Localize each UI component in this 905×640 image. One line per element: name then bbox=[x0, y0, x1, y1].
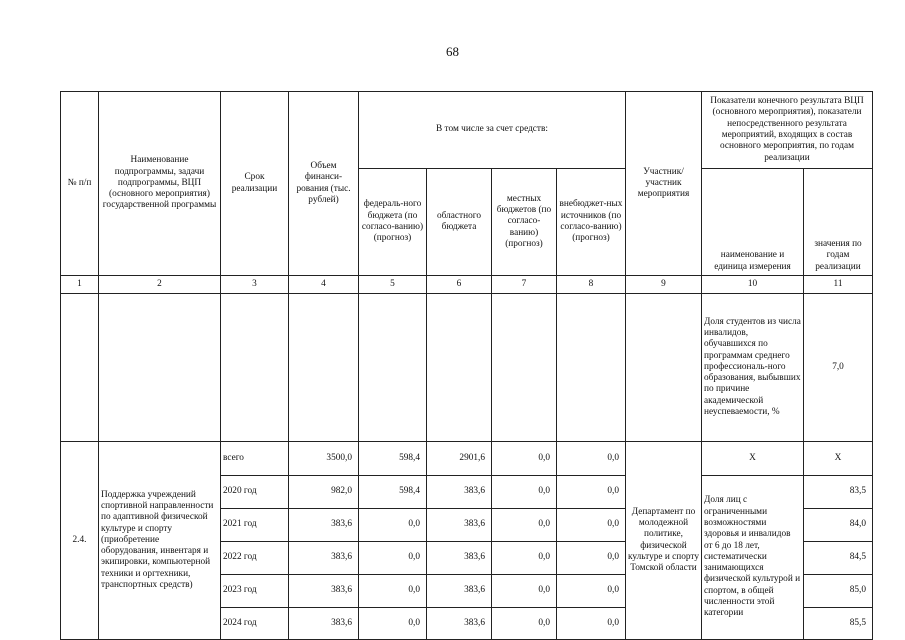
federal-cell: 0,0 bbox=[359, 509, 427, 542]
extrabudget-cell: 0,0 bbox=[557, 575, 626, 608]
period-cell: 2022 год bbox=[221, 542, 289, 575]
table-cell bbox=[626, 294, 702, 442]
local-cell: 0,0 bbox=[492, 442, 557, 476]
table-cell bbox=[99, 294, 221, 442]
header-indicator-values: значения по годам реализации bbox=[804, 169, 873, 276]
period-cell: 2021 год bbox=[221, 509, 289, 542]
header-program-name: Наименование подпрограммы, задачи подпрограммы, ВЦП (основного мероприятия) государственной программы bbox=[99, 92, 221, 276]
federal-cell: 0,0 bbox=[359, 608, 427, 640]
total-cell: 982,0 bbox=[289, 476, 359, 509]
period-cell: 2020 год bbox=[221, 476, 289, 509]
regional-cell: 383,6 bbox=[427, 542, 492, 575]
row-program-name: Поддержка учреждений спортивной направленности по адаптивной физической культуре и спорту (приобретение оборудования, инвентаря и экипировки, компьютерной техники и оргтехники, транспортных средств) bbox=[99, 442, 221, 640]
regional-cell: 383,6 bbox=[427, 509, 492, 542]
header-period: Срок реализации bbox=[221, 92, 289, 276]
extrabudget-cell: 0,0 bbox=[557, 476, 626, 509]
local-cell: 0,0 bbox=[492, 542, 557, 575]
total-cell: 383,6 bbox=[289, 509, 359, 542]
header-local: местных бюджетов (по согласо-ванию) (прогноз) bbox=[492, 169, 557, 276]
extrabudget-cell: 0,0 bbox=[557, 509, 626, 542]
column-number: 4 bbox=[289, 276, 359, 294]
local-cell: 0,0 bbox=[492, 575, 557, 608]
total-cell: 383,6 bbox=[289, 542, 359, 575]
total-cell: 383,6 bbox=[289, 575, 359, 608]
regional-cell: 383,6 bbox=[427, 476, 492, 509]
header-federal: федераль-ного бюджета (по согласо-ванию) (прогноз) bbox=[359, 169, 427, 276]
total-cell: 3500,0 bbox=[289, 442, 359, 476]
column-number: 6 bbox=[427, 276, 492, 294]
row-number: 2.4. bbox=[61, 442, 99, 640]
header-extrabudget: внебюджет-ных источников (по согласо-ванию) (прогноз) bbox=[557, 169, 626, 276]
indicator-value: 85,0 bbox=[804, 575, 873, 608]
column-number: 5 bbox=[359, 276, 427, 294]
federal-cell: 598,4 bbox=[359, 476, 427, 509]
indicator-value: 7,0 bbox=[804, 294, 873, 442]
table-cell bbox=[61, 294, 99, 442]
regional-cell: 383,6 bbox=[427, 608, 492, 640]
period-cell: всего bbox=[221, 442, 289, 476]
extrabudget-cell: 0,0 bbox=[557, 442, 626, 476]
indicator-name: Доля студентов из числа инвалидов, обучавшихся по программам среднего профессиональ-ного образования, выбывших по причине академической неуспеваемости, % bbox=[702, 294, 804, 442]
page-number: 68 bbox=[446, 44, 459, 59]
extrabudget-cell: 0,0 bbox=[557, 542, 626, 575]
column-number: 8 bbox=[557, 276, 626, 294]
regional-cell: 2901,6 bbox=[427, 442, 492, 476]
column-number: 3 bbox=[221, 276, 289, 294]
table-cell bbox=[492, 294, 557, 442]
federal-cell: 598,4 bbox=[359, 442, 427, 476]
total-cell: 383,6 bbox=[289, 608, 359, 640]
local-cell: 0,0 bbox=[492, 608, 557, 640]
column-number: 1 bbox=[61, 276, 99, 294]
table-cell bbox=[427, 294, 492, 442]
local-cell: 0,0 bbox=[492, 476, 557, 509]
table-cell bbox=[557, 294, 626, 442]
indicator-name: Доля лиц с ограниченными возможностями здоровья и инвалидов от 6 до 18 лет, систематически занимающихся физической культурой и спортом, в общей численности этой категории bbox=[702, 476, 804, 640]
column-number: 7 bbox=[492, 276, 557, 294]
period-cell: 2023 год bbox=[221, 575, 289, 608]
federal-cell: 0,0 bbox=[359, 575, 427, 608]
header-row-1 bbox=[61, 92, 873, 169]
column-number: 2 bbox=[99, 276, 221, 294]
header-number: № п/п bbox=[61, 92, 99, 276]
extrabudget-cell: 0,0 bbox=[557, 608, 626, 640]
period-cell: 2024 год bbox=[221, 608, 289, 640]
indicator-value: Х bbox=[804, 442, 873, 476]
table-row bbox=[61, 442, 873, 476]
indicator-value: 84,5 bbox=[804, 542, 873, 575]
column-number: 10 bbox=[702, 276, 804, 294]
header-regional: областного бюджета bbox=[427, 169, 492, 276]
regional-cell: 383,6 bbox=[427, 575, 492, 608]
column-number-row bbox=[61, 276, 873, 294]
table-cell bbox=[289, 294, 359, 442]
header-indicator-name: наименование и единица измерения bbox=[702, 169, 804, 276]
header-participant: Участник/ участник мероприятия bbox=[626, 92, 702, 276]
continuation-row bbox=[61, 294, 873, 442]
column-number: 9 bbox=[626, 276, 702, 294]
local-cell: 0,0 bbox=[492, 509, 557, 542]
indicator-value: 85,5 bbox=[804, 608, 873, 640]
header-financing: Объем финанси-рования (тыс. рублей) bbox=[289, 92, 359, 276]
federal-cell: 0,0 bbox=[359, 542, 427, 575]
indicator-value: 84,0 bbox=[804, 509, 873, 542]
indicator-value: 83,5 bbox=[804, 476, 873, 509]
header-indicators: Показатели конечного результата ВЦП (основного мероприятия), показатели непосредственного результата мероприятий, входящих в состав основного мероприятия, по годам реализации bbox=[702, 92, 873, 169]
program-table bbox=[60, 91, 873, 640]
table-cell bbox=[221, 294, 289, 442]
header-funding-sources: В том числе за счет средств: bbox=[359, 92, 626, 169]
table-cell bbox=[359, 294, 427, 442]
participant-cell: Департамент по молодежной политике, физической культуре и спорту Томской области bbox=[626, 442, 702, 640]
column-number: 11 bbox=[804, 276, 873, 294]
indicator-total-mark: Х bbox=[702, 442, 804, 476]
